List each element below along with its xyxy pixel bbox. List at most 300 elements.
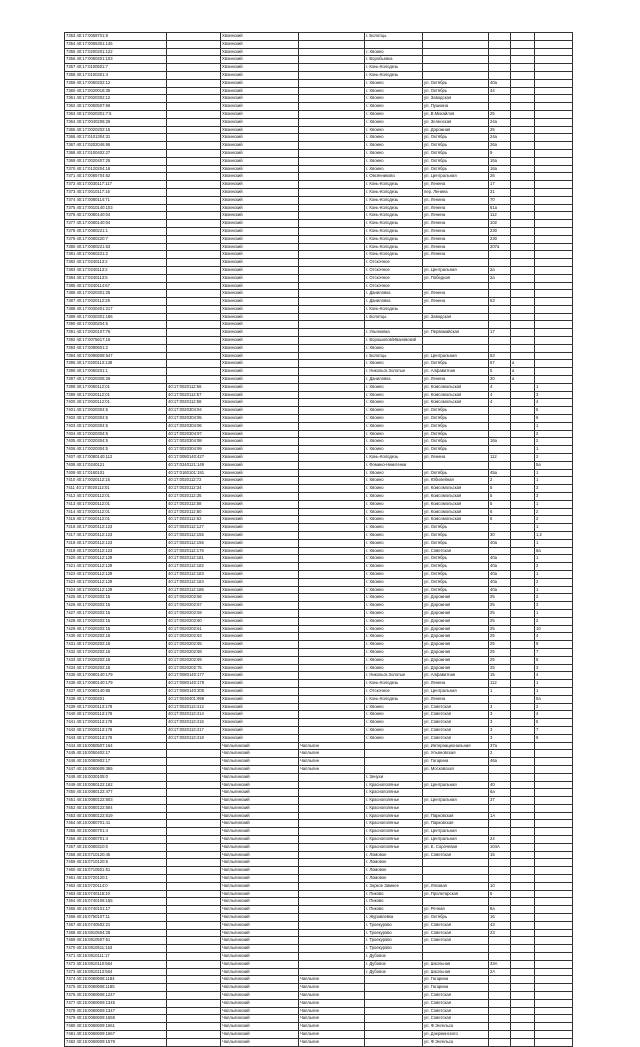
table-cell: Чаплыгинский — [221, 945, 299, 953]
table-cell: 40:17:0020113:417 — [167, 726, 221, 734]
table-cell — [511, 773, 535, 781]
table-cell — [167, 360, 221, 368]
table-row — [65, 547, 573, 555]
table-cell — [299, 539, 365, 547]
table-row — [65, 493, 573, 501]
table-cell: 7403 40:17:0020304:5 — [65, 422, 167, 430]
table-cell: ул. Ленина — [423, 695, 489, 703]
table-cell: 3 — [535, 391, 573, 399]
table-cell: Хвоинский — [221, 118, 299, 126]
table-cell: 7383 40:17:0240113:2 — [65, 266, 167, 274]
table-cell: 7415 40:17:0020112:01 — [65, 516, 167, 524]
table-cell — [535, 344, 573, 352]
table-cell: 25 — [489, 594, 511, 602]
table-cell — [167, 344, 221, 352]
table-row — [65, 602, 573, 610]
table-cell: г. Хвоино — [365, 165, 423, 173]
table-cell: ул. Дорожная — [423, 126, 489, 134]
table-cell: 7445 40:15:0050402:17 — [65, 750, 167, 758]
table-cell — [299, 454, 365, 462]
table-cell — [299, 368, 365, 376]
table-cell: 7464 40:15:0740106:155 — [65, 898, 167, 906]
table-cell: 7405 40:17:0020304:5 — [65, 438, 167, 446]
table-cell: Чаплыгинский — [221, 758, 299, 766]
table-cell: 7456 40:15:0080701:4 — [65, 836, 167, 844]
table-cell: Чаплыгинский — [221, 1015, 299, 1023]
table-cell: 1А — [489, 812, 511, 820]
table-cell: г. Хвоино — [365, 719, 423, 727]
table-cell: 40:17:0020112:176 — [167, 547, 221, 555]
table-cell — [299, 547, 365, 555]
table-cell: 9 — [535, 641, 573, 649]
table-cell — [489, 867, 511, 875]
table-cell: ул. Советская — [423, 999, 489, 1007]
table-cell: Чаплыгин — [299, 750, 365, 758]
table-cell: Хвоинский — [221, 313, 299, 321]
table-cell: г. Овсянниково — [365, 173, 423, 181]
table-cell: Хвоинский — [221, 656, 299, 664]
table-cell: ул. Ленина — [423, 251, 489, 259]
table-cell — [535, 765, 573, 773]
table-cell: 40:17:0020113:418 — [167, 734, 221, 742]
table-cell — [511, 259, 535, 267]
table-cell — [535, 103, 573, 111]
table-cell: Хвоинский — [221, 227, 299, 235]
table-cell: 7446 40:15:0080902:17 — [65, 758, 167, 766]
table-cell: 6 — [489, 508, 511, 516]
table-cell — [535, 953, 573, 961]
table-cell: 7367 40:17:0202046:66 — [65, 142, 167, 150]
table-cell — [511, 305, 535, 313]
table-row — [65, 1031, 573, 1039]
table-cell: Чаплыгинский — [221, 984, 299, 992]
table-cell: ул. Октябрь — [423, 165, 489, 173]
table-cell — [299, 134, 365, 142]
table-cell: 63 — [489, 352, 511, 360]
table-cell — [167, 243, 221, 251]
table-cell: 40:17:0020112:58 — [167, 399, 221, 407]
table-cell: ул. Центральная — [423, 836, 489, 844]
table-cell: Хвоинский — [221, 376, 299, 384]
table-cell: Хвоинский — [221, 259, 299, 267]
table-cell: ул. Советская — [423, 929, 489, 937]
table-cell: г. Хвоино — [365, 134, 423, 142]
table-cell — [489, 1031, 511, 1039]
table-row — [65, 578, 573, 586]
table-cell — [535, 882, 573, 890]
table-cell — [511, 789, 535, 797]
table-cell: Чаплыгинский — [221, 742, 299, 750]
table-cell — [365, 999, 423, 1007]
table-cell: Хвоинский — [221, 399, 299, 407]
table-cell — [167, 882, 221, 890]
table-cell — [167, 95, 221, 103]
table-cell: г. Хвоино — [365, 578, 423, 586]
table-cell — [511, 64, 535, 72]
table-cell: Хвоинский — [221, 726, 299, 734]
table-cell: г. Хвоино — [365, 594, 423, 602]
table-cell: 40:17:0020112:183 — [167, 570, 221, 578]
table-cell: 7411 40:17:0020112:01 — [65, 485, 167, 493]
table-cell: 7414 40:17:0020112:01 — [65, 508, 167, 516]
table-cell: 7366 40:17:0101304:31 — [65, 134, 167, 142]
table-cell: ул. Советская — [423, 711, 489, 719]
table-cell — [299, 726, 365, 734]
table-cell: 25 — [489, 656, 511, 664]
table-cell — [535, 142, 573, 150]
table-cell: г. Хвоино — [365, 87, 423, 95]
table-cell: Чаплыгин — [299, 976, 365, 984]
table-cell — [511, 212, 535, 220]
table-cell — [511, 95, 535, 103]
table-cell — [511, 407, 535, 415]
table-row — [65, 1007, 573, 1015]
table-cell: Хвоинский — [221, 266, 299, 274]
table-cell: 8 — [535, 734, 573, 742]
table-cell: ул. Комсомольская — [423, 493, 489, 501]
table-row — [65, 368, 573, 376]
table-cell: г. Хвоино — [365, 407, 423, 415]
table-cell — [511, 695, 535, 703]
table-cell — [511, 1015, 535, 1023]
table-cell: 7473 40:15:0810113:564 — [65, 968, 167, 976]
table-cell: 24а — [489, 118, 511, 126]
table-cell: 7454 40:15:0080701:41 — [65, 820, 167, 828]
table-cell: 7426 40:17:0020202:15 — [65, 602, 167, 610]
table-cell — [511, 134, 535, 142]
table-cell — [423, 773, 489, 781]
table-cell: Чаплыгин — [299, 1007, 365, 1015]
table-row — [65, 953, 573, 961]
table-cell: г. Ворошилов/Ивановский — [365, 337, 423, 345]
table-cell: Хвоинский — [221, 235, 299, 243]
table-cell: г. Хвоино — [365, 516, 423, 524]
table-row — [65, 555, 573, 563]
table-cell — [423, 804, 489, 812]
table-row — [65, 1015, 573, 1023]
table-cell: г. Хвоино — [365, 157, 423, 165]
table-cell: Хвоинский — [221, 469, 299, 477]
table-cell: 7428 40:17:0020202:15 — [65, 617, 167, 625]
table-cell: Чаплыгин — [299, 742, 365, 750]
table-cell: г. Хвоино — [365, 547, 423, 555]
table-cell: Чаплыгинский — [221, 1007, 299, 1015]
table-cell: 44 — [489, 87, 511, 95]
table-cell: 30 — [489, 376, 511, 384]
table-cell: г. Краснополянье — [365, 797, 423, 805]
table-cell: г. Конь-Колодезь — [365, 220, 423, 228]
table-cell — [511, 586, 535, 594]
table-cell — [535, 48, 573, 56]
table-cell — [299, 126, 365, 134]
table-cell — [423, 945, 489, 953]
table-cell: 2 — [535, 516, 573, 524]
table-cell — [511, 641, 535, 649]
table-cell — [511, 33, 535, 41]
table-cell: г. Хвоино — [365, 586, 423, 594]
table-cell: ул. Советская — [423, 921, 489, 929]
table-cell: 7410 40:17:0020112:15 — [65, 477, 167, 485]
table-row — [65, 742, 573, 750]
table-row — [65, 1038, 573, 1046]
table-cell — [423, 461, 489, 469]
table-cell — [299, 321, 365, 329]
table-row — [65, 305, 573, 313]
table-cell — [511, 422, 535, 430]
table-cell: 7424 40:17:0020112:129 — [65, 586, 167, 594]
table-cell: 3 — [535, 664, 573, 672]
table-cell — [535, 914, 573, 922]
table-cell — [511, 625, 535, 633]
table-cell: Чаплыгинский — [221, 976, 299, 984]
table-cell: Хвоинский — [221, 196, 299, 204]
table-cell — [299, 836, 365, 844]
table-cell: 1 — [535, 383, 573, 391]
table-cell: 8а — [489, 906, 511, 914]
table-cell: г. Воробьевка — [365, 56, 423, 64]
table-row — [65, 485, 573, 493]
table-cell: 1 — [535, 555, 573, 563]
table-cell — [511, 149, 535, 157]
table-cell — [511, 344, 535, 352]
table-cell — [489, 344, 511, 352]
table-cell — [167, 204, 221, 212]
table-row — [65, 781, 573, 789]
table-cell: 7482 40:15:0060609:1579 — [65, 1038, 167, 1046]
table-cell — [299, 945, 365, 953]
table-cell — [535, 134, 573, 142]
table-cell — [535, 937, 573, 945]
table-cell: г. Хвоино — [365, 399, 423, 407]
table-cell — [511, 493, 535, 501]
table-cell: 7369 40:17:0020407:25 — [65, 157, 167, 165]
table-cell — [535, 929, 573, 937]
table-cell: 25 — [489, 609, 511, 617]
table-cell — [511, 290, 535, 298]
table-cell — [535, 875, 573, 883]
table-cell: ул. Дорожная — [423, 594, 489, 602]
table-cell — [511, 945, 535, 953]
table-cell — [365, 1023, 423, 1031]
table-cell: Хвоинский — [221, 438, 299, 446]
table-cell: 7472 40:15:0810110:564 — [65, 960, 167, 968]
table-cell: 7418 40:17:0020112:123 — [65, 539, 167, 547]
table-cell — [167, 875, 221, 883]
table-row — [65, 87, 573, 95]
table-cell — [299, 337, 365, 345]
table-row — [65, 40, 573, 48]
table-cell: Хвоинский — [221, 477, 299, 485]
table-cell — [535, 235, 573, 243]
table-cell — [511, 196, 535, 204]
table-cell: Чаплыгин — [299, 984, 365, 992]
table-cell — [365, 765, 423, 773]
table-cell — [511, 71, 535, 79]
table-cell — [511, 929, 535, 937]
table-cell — [167, 999, 221, 1007]
table-cell: 7441 40:17:0020113:178 — [65, 719, 167, 727]
table-cell — [535, 1031, 573, 1039]
table-cell: Чаплыгинский — [221, 992, 299, 1000]
table-cell — [511, 617, 535, 625]
table-cell: Хвоинский — [221, 383, 299, 391]
table-cell: ул. Дорожная — [423, 602, 489, 610]
table-cell — [167, 64, 221, 72]
table-cell: 53 — [489, 298, 511, 306]
table-cell — [511, 547, 535, 555]
table-cell: Чаплыгинский — [221, 882, 299, 890]
table-row — [65, 563, 573, 571]
table-cell: ул. Ленина — [423, 680, 489, 688]
table-cell — [511, 532, 535, 540]
table-cell: г. Хвоино — [365, 360, 423, 368]
table-cell — [535, 243, 573, 251]
table-cell — [511, 555, 535, 563]
table-cell: ул. Октябрь — [423, 563, 489, 571]
table-cell — [535, 188, 573, 196]
table-cell: 7385 40:17:0240114:67 — [65, 282, 167, 290]
table-cell — [511, 937, 535, 945]
table-cell — [511, 734, 535, 742]
table-cell: 2 — [535, 430, 573, 438]
table-cell — [511, 1007, 535, 1015]
table-cell: г. Конь-Колодезь — [365, 305, 423, 313]
table-cell: Чаплыгинский — [221, 898, 299, 906]
table-cell: г. Хвоино — [365, 570, 423, 578]
table-cell — [167, 368, 221, 376]
table-cell: 17 — [489, 329, 511, 337]
table-row — [65, 415, 573, 423]
table-cell: г. Конь-Колодезь — [365, 695, 423, 703]
table-cell — [299, 118, 365, 126]
table-cell — [167, 773, 221, 781]
table-cell: 33А — [489, 960, 511, 968]
table-cell: Чаплыгинский — [221, 804, 299, 812]
table-cell — [511, 235, 535, 243]
table-cell: 40:17:0020112:58 — [167, 500, 221, 508]
table-cell: г. Журавлевка — [365, 914, 423, 922]
table-cell — [511, 812, 535, 820]
table-cell: 2 — [535, 617, 573, 625]
table-row — [65, 734, 573, 742]
table-row — [65, 134, 573, 142]
table-cell: ул. Центральная — [423, 797, 489, 805]
table-cell: г. Хвоино — [365, 633, 423, 641]
table-cell — [511, 103, 535, 111]
table-cell — [535, 274, 573, 282]
table-cell — [511, 173, 535, 181]
table-cell — [299, 173, 365, 181]
table-cell: Хвоинский — [221, 71, 299, 79]
table-cell: 7376 40:17:0080140:04 — [65, 212, 167, 220]
table-cell — [299, 399, 365, 407]
table-cell: г. Ломовое — [365, 859, 423, 867]
table-cell — [167, 968, 221, 976]
table-cell — [167, 1023, 221, 1031]
table-cell — [535, 64, 573, 72]
table-cell: ул. Октябрь — [423, 142, 489, 150]
table-cell: г. Пиково — [365, 898, 423, 906]
table-cell — [535, 118, 573, 126]
table-cell — [535, 906, 573, 914]
table-cell: Хвоинский — [221, 173, 299, 181]
table-cell — [535, 212, 573, 220]
table-cell: 1 — [535, 524, 573, 532]
table-cell — [535, 999, 573, 1007]
table-cell: 7460 40:15:0710501:51 — [65, 867, 167, 875]
table-cell — [489, 71, 511, 79]
table-cell: 40:17:0020202:69 — [167, 656, 221, 664]
table-cell: 40:17:0020112:156 — [167, 539, 221, 547]
table-cell: 7451 40:15:0080122:503 — [65, 797, 167, 805]
table-cell: 7394 40:17:0090608:547 — [65, 352, 167, 360]
table-cell: 40:17:0020112:184 — [167, 578, 221, 586]
table-cell: 7365 40:17:0020202:15 — [65, 126, 167, 134]
table-cell: 16а — [489, 438, 511, 446]
table-row — [65, 687, 573, 695]
table-cell: ул. Октябрь — [423, 586, 489, 594]
table-cell — [299, 251, 365, 259]
table-cell: ул. Советская — [423, 547, 489, 555]
table-cell: 7443 40:17:0020113:178 — [65, 734, 167, 742]
table-cell: ул. Октябрь — [423, 914, 489, 922]
table-cell — [489, 945, 511, 953]
table-cell — [167, 921, 221, 929]
table-cell: г. Хвоино — [365, 110, 423, 118]
table-cell — [511, 1038, 535, 1046]
table-cell — [489, 937, 511, 945]
table-cell: Чаплыгин — [299, 765, 365, 773]
table-cell — [167, 321, 221, 329]
table-cell — [299, 344, 365, 352]
table-cell: 1 — [535, 477, 573, 485]
table-cell — [299, 602, 365, 610]
table-row — [65, 999, 573, 1007]
table-cell — [299, 188, 365, 196]
table-cell: г. Дубовое — [365, 953, 423, 961]
table-cell — [299, 376, 365, 384]
table-cell: Хвоинский — [221, 609, 299, 617]
table-row — [65, 243, 573, 251]
table-row — [65, 438, 573, 446]
table-cell — [511, 758, 535, 766]
table-row — [65, 454, 573, 462]
table-cell — [511, 313, 535, 321]
table-cell: г. Конь-Колодезь — [365, 204, 423, 212]
table-cell — [489, 1023, 511, 1031]
table-cell: 7478 40:15:0060609:1347 — [65, 1007, 167, 1015]
table-cell — [511, 726, 535, 734]
table-cell: 7389 40:17:0030301:186 — [65, 313, 167, 321]
table-cell — [511, 321, 535, 329]
table-cell — [511, 415, 535, 423]
table-cell: г. Конь-Колодезь — [365, 454, 423, 462]
table-cell: ул. Советская — [423, 851, 489, 859]
table-cell: Хвоинский — [221, 33, 299, 41]
table-cell: ул. Дорожная — [423, 633, 489, 641]
table-cell: г. Конь-Колодезь — [365, 243, 423, 251]
table-cell: 7469 40:15:0810507:51 — [65, 937, 167, 945]
table-cell — [489, 999, 511, 1007]
table-cell — [511, 454, 535, 462]
table-cell: г. Конь-Колодезь — [365, 680, 423, 688]
table-cell: г. Хвоино — [365, 79, 423, 87]
table-row — [65, 929, 573, 937]
table-cell — [535, 110, 573, 118]
table-cell — [167, 914, 221, 922]
table-cell — [511, 188, 535, 196]
table-cell: 7481 40:15:0060609:1567 — [65, 1031, 167, 1039]
